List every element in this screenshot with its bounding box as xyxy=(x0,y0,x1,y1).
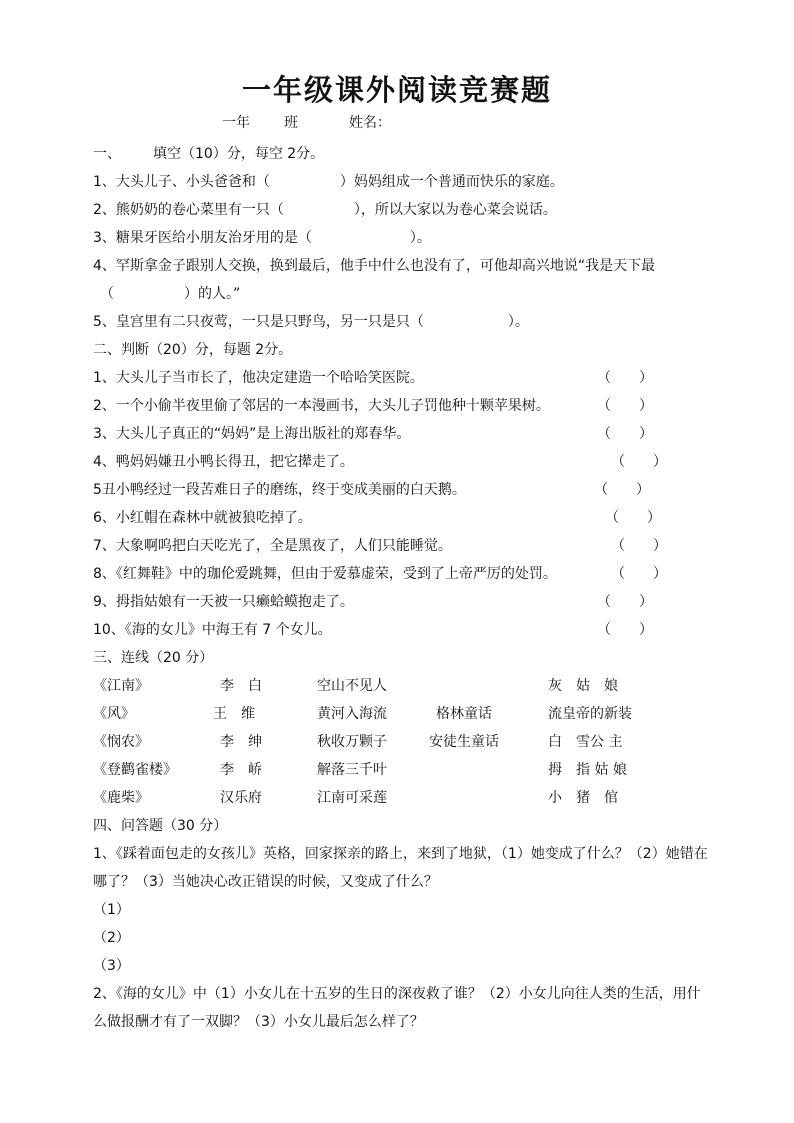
match-collection-3: 安徒生童话 xyxy=(429,734,499,750)
match-story-1: 灰 姑 娘 xyxy=(548,678,618,694)
match-line-1: 空山不见人 xyxy=(317,678,387,694)
judge-item-1: 1、大头儿子当市长了，他决定建造一个哈哈笑医院。 xyxy=(93,370,424,386)
judge-answer-4: （ ） xyxy=(611,454,667,470)
page-title: 一年级课外阅读竞赛题 xyxy=(241,73,552,107)
fill-item-4: 4、罕斯拿金子跟别人交换，换到最后，他手中什么也没有了，可他却高兴地说“我是天下最 xyxy=(93,258,656,274)
section4-heading: 四、问答题（30 分） xyxy=(93,818,228,834)
match-line-5: 江南可采莲 xyxy=(317,790,387,806)
judge-item-5: 5丑小鸭经过一段苦难日子的磨练，终于变成美丽的白天鹅。 xyxy=(93,482,466,498)
fill-item-2: 2、熊奶奶的卷心菜里有一只（ ），所以大家以为卷心菜会说话。 xyxy=(93,202,557,218)
judge-item-8: 8、《红舞鞋》中的珈伦爱跳舞，但由于爱慕虚荣，受到了上帝严厉的处罚。 xyxy=(93,566,557,582)
judge-answer-3: （ ） xyxy=(597,426,653,442)
match-story-3: 白 雪公 主 xyxy=(548,734,623,750)
fill-item-1: 1、大头儿子、小头爸爸和（ ）妈妈组成一个普通而快乐的家庭。 xyxy=(93,174,564,190)
answer-label-1: （1） xyxy=(93,902,130,918)
match-author-3: 李 绅 xyxy=(220,734,262,750)
fill-item-5: 5、皇宫里有二只夜莺，一只是只野鸟，另一只是只（ ）。 xyxy=(93,314,529,330)
match-poem-1: 《江南》 xyxy=(93,678,149,694)
judge-item-7: 7、大象啊呜把白天吃光了，全是黑夜了，人们只能睡觉。 xyxy=(93,538,452,554)
match-poem-2: 《风》 xyxy=(93,706,135,722)
judge-answer-5: （ ） xyxy=(594,482,650,498)
match-line-3: 秋收万颗子 xyxy=(317,734,387,750)
class-label: 班 xyxy=(284,115,298,131)
judge-item-4: 4、鸭妈妈嫌丑小鸭长得丑，把它撵走了。 xyxy=(93,454,354,470)
judge-answer-8: （ ） xyxy=(611,566,667,582)
judge-item-2: 2、一个小偷半夜里偷了邻居的一本漫画书，大头儿子罚他种十颗苹果树。 xyxy=(93,398,550,414)
name-label: 姓名： xyxy=(349,115,391,131)
match-story-5: 小 猪 倌 xyxy=(548,790,618,806)
judge-item-3: 3、大头儿子真正的“妈妈”是上海出版社的郑春华。 xyxy=(93,426,411,442)
fill-item-4-cont: （ ）的人。” xyxy=(100,286,241,302)
match-author-5: 汉乐府 xyxy=(220,790,262,806)
match-line-4: 解落三千叶 xyxy=(317,762,387,778)
judge-answer-1: （ ） xyxy=(597,370,653,386)
match-poem-4: 《登鹳雀楼》 xyxy=(93,762,177,778)
question-1-line-2: 哪了？（3）当她决心改正错误的时候，又变成了什么？ xyxy=(93,874,438,890)
judge-item-9: 9、拇指姑娘有一天被一只癞蛤蟆抱走了。 xyxy=(93,594,354,610)
match-collection-2: 格林童话 xyxy=(436,706,492,722)
judge-answer-10: （ ） xyxy=(597,622,653,638)
section3-heading: 三、连线（20 分） xyxy=(93,650,214,666)
match-author-2: 王 维 xyxy=(213,706,255,722)
judge-answer-6: （ ） xyxy=(605,510,661,526)
judge-answer-2: （ ） xyxy=(597,398,653,414)
match-poem-5: 《鹿柴》 xyxy=(93,790,149,806)
match-story-4: 拇 指 姑 娘 xyxy=(548,762,627,778)
match-author-4: 李 峤 xyxy=(220,762,262,778)
question-2-line-2: 么做报酬才有了一双脚？（3）小女儿最后怎么样了？ xyxy=(93,1014,424,1030)
match-poem-3: 《悯农》 xyxy=(93,734,149,750)
grade-label: 一年 xyxy=(222,115,250,131)
match-author-1: 李 白 xyxy=(220,678,262,694)
match-line-2: 黄河入海流 xyxy=(317,706,387,722)
answer-label-3: （3） xyxy=(93,958,130,974)
judge-item-10: 10、《海的女儿》中海王有 7 个女儿。 xyxy=(93,622,332,638)
answer-label-2: （2） xyxy=(93,930,130,946)
judge-answer-7: （ ） xyxy=(611,538,667,554)
section1-heading-num: 一、 xyxy=(93,146,121,162)
question-1-line-1: 1、《踩着面包走的女孩儿》英格，回家探亲的路上，来到了地狱，（1）她变成了什么？（2）她错在 xyxy=(93,846,708,862)
question-2-line-1: 2、《海的女儿》中（1）小女儿在十五岁的生日的深夜救了谁？（2）小女儿向往人类的生活，用什 xyxy=(93,986,701,1002)
fill-item-3: 3、糖果牙医给小朋友治牙用的是（ ）。 xyxy=(93,230,431,246)
section2-heading: 二、判断（20）分，每题 2分。 xyxy=(93,342,293,358)
judge-item-6: 6、小红帽在森林中就被狼吃掉了。 xyxy=(93,510,312,526)
judge-answer-9: （ ） xyxy=(597,594,653,610)
section1-heading-text: 填空（10）分，每空 2分。 xyxy=(153,146,325,162)
section1-heading xyxy=(93,143,324,163)
match-story-2: 流皇帝的新装 xyxy=(548,706,632,722)
